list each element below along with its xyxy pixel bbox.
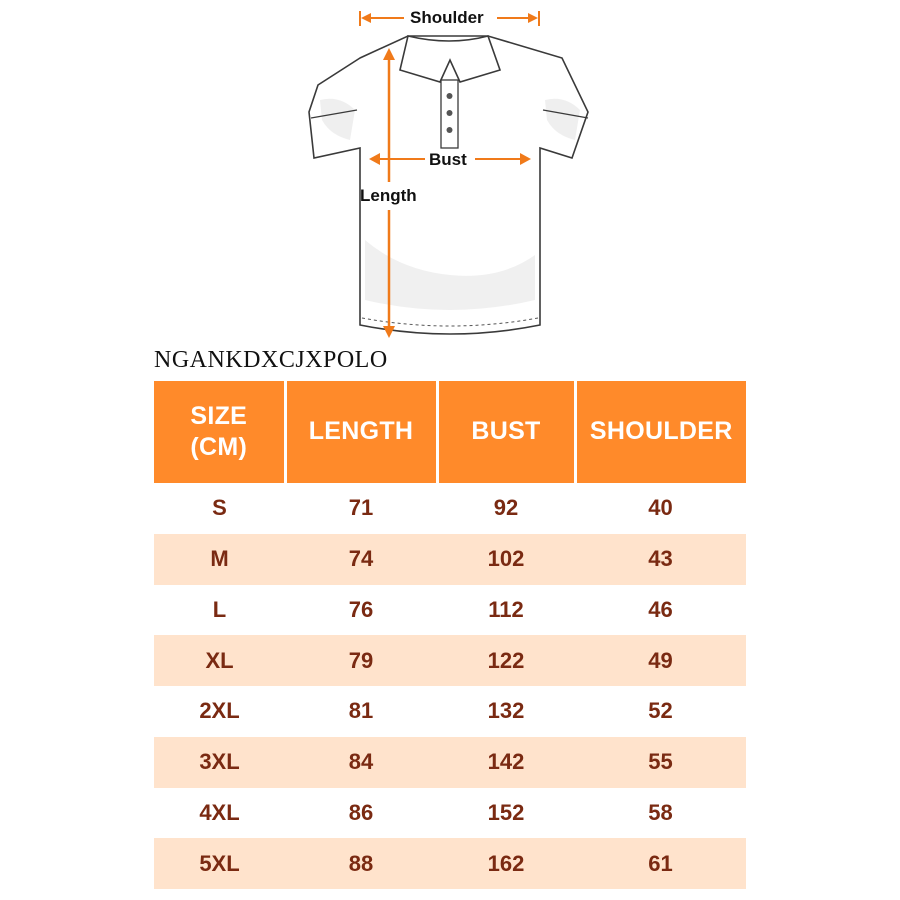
bust-cell: 122 (437, 635, 575, 686)
shoulder-cell: 61 (575, 838, 746, 889)
bust-cell: 102 (437, 534, 575, 585)
table-row (154, 585, 746, 636)
button-icon (447, 127, 453, 133)
product-code: NGANKDXCJXPOLO (154, 347, 388, 373)
table-row (154, 534, 746, 585)
table-row (154, 737, 746, 788)
shoulder-cell: 55 (575, 737, 746, 788)
shoulder-cell: 40 (648, 495, 673, 521)
header-size-line1: SIZE (190, 401, 248, 430)
length-label: Length (360, 186, 417, 205)
bust-cell: 132 (487, 698, 525, 724)
table-row (154, 788, 746, 839)
shoulder-cell: 46 (648, 596, 673, 622)
size-cell: 3XL (154, 737, 285, 788)
size-cell: 2XL (199, 698, 240, 724)
shoulder-label: Shoulder (410, 8, 484, 27)
button-icon (447, 93, 453, 99)
size-cell: 5XL (154, 838, 285, 889)
bust-cell: 112 (488, 596, 524, 622)
bust-cell: 152 (487, 799, 525, 825)
header-bust: BUST (437, 381, 575, 483)
button-icon (447, 110, 453, 116)
size-cell: 4XL (199, 799, 240, 825)
shoulder-cell: 58 (648, 799, 673, 825)
length-cell: 86 (348, 799, 374, 825)
table-header (154, 381, 746, 483)
size-cell: XL (154, 635, 285, 686)
header-size (154, 381, 285, 483)
header-size-line2: (CM) (190, 433, 248, 461)
size-cell: L (212, 596, 227, 622)
header-length: LENGTH (285, 381, 437, 483)
polo-shirt-illustration (0, 0, 900, 350)
size-cell: S (212, 495, 227, 521)
table-row (154, 838, 746, 889)
table-row (154, 483, 746, 534)
bust-cell: 142 (437, 737, 575, 788)
shoulder-cell: 49 (575, 635, 746, 686)
shoulder-cell: 52 (648, 698, 673, 724)
table-row (154, 686, 746, 737)
header-shoulder: SHOULDER (575, 381, 746, 483)
bust-cell: 162 (437, 838, 575, 889)
length-cell: 74 (285, 534, 437, 585)
length-cell: 81 (348, 698, 374, 724)
length-cell: 88 (285, 838, 437, 889)
polo-measurement-diagram (0, 0, 900, 350)
size-cell: M (154, 534, 285, 585)
length-cell: 71 (348, 495, 374, 521)
bust-cell: 92 (493, 495, 519, 521)
shoulder-cell: 43 (575, 534, 746, 585)
table-row (154, 635, 746, 686)
length-cell: 76 (348, 596, 374, 622)
length-cell: 84 (285, 737, 437, 788)
length-cell: 79 (285, 635, 437, 686)
bust-label: Bust (429, 150, 467, 169)
size-chart-table (154, 381, 746, 889)
